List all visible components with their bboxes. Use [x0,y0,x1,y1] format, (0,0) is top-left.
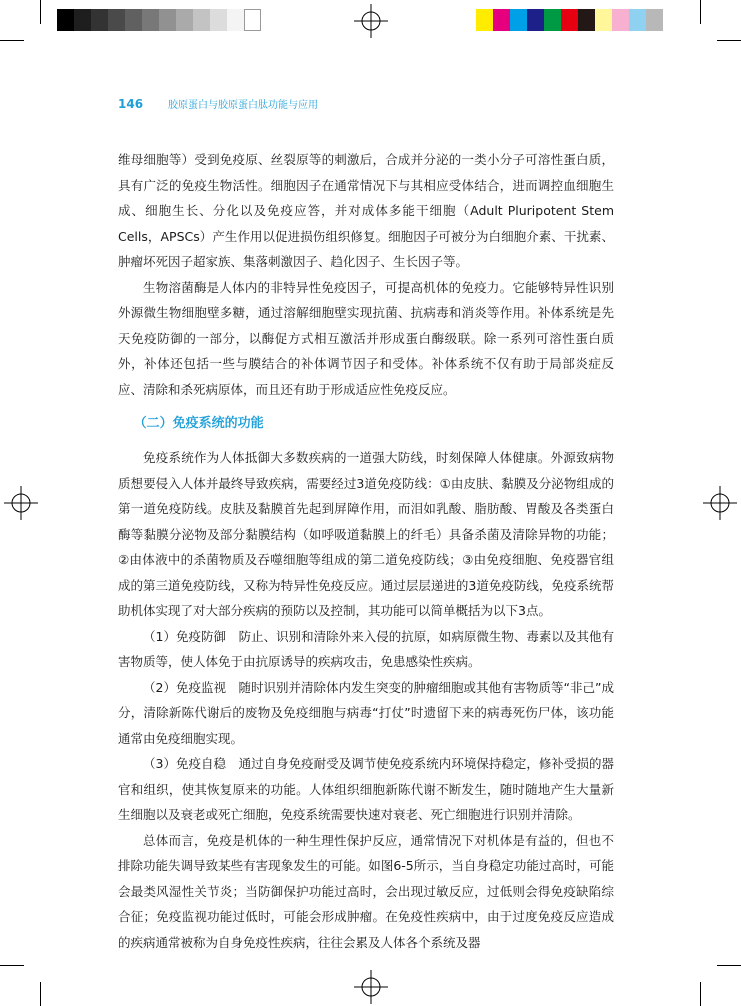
color-swatch [612,9,629,31]
paragraph: 免疫系统作为人体抵御大多数疾病的一道强大防线，时刻保障人体健康。外源致病物质想要侵入人体并最终导致疾病，需要经过3道免疫防线：①由皮肤、黏膜及分泌物组成的第一道免疫防线。皮肤及黏膜首先起到屏障作用，而泪如乳酸、脂肪酸、胃酸及各类蛋白酶等黏膜分泌物及部分黏膜结构（如呼吸道黏膜上的纤毛）具备杀菌及清除异物的功能；②由体液中的杀菌物质及吞噬细胞等组成的第二道免疫防线；③由免疫细胞、免疫器官组成的第三道免疫防线，又称为特异性免疫反应。通过层层递进的3道免疫防线，免疫系统帮助机体实现了对大部分疾病的预防以及控制，其功能可以简单概括为以下3点。 [118,450,614,618]
color-swatch [193,9,210,31]
registration-mark-icon [703,486,737,520]
paragraph: 维母细胞等）受到免疫原、丝裂原等的刺激后，合成并分泌的一类小分子可溶性蛋白质，具有广泛的免疫生物活性。细胞因子在通常情况下与其相应受体结合，进而调控血细胞生成、细胞生长、分化以及免疫应答，并对成体多能干细胞（Adult Pluripotent Stem Cells，APSCs）产生作用以促进损伤组织修复。细胞因子可被分为白细胞介素、干扰素、肿瘤坏死因子超家族、集落刺激因子、趋化因子、生长因子等。 [118,152,614,269]
color-swatch [142,9,159,31]
color-swatch [176,9,193,31]
registration-mark-icon [354,970,388,1004]
crop-mark [700,982,701,1006]
crop-mark [40,982,41,1006]
crop-mark [717,40,741,41]
color-swatch [125,9,142,31]
color-swatch [595,9,612,31]
color-swatch [74,9,91,31]
paragraph: 生物溶菌酶是人体内的非特异性免疫因子，可提高机体的免疫力。它能够特异性识别外源微生物细胞壁多糖，通过溶解细胞壁实现抗菌、抗病毒和消炎等作用。补体系统是先天免疫防御的一部分，以酶促方式相互激活并形成蛋白酶级联。除一系列可溶性蛋白质外，补体还包括一些与膜结合的补体调节因子和受体。补体系统不仅有助于局部炎症反应、清除和杀死病原体，而且还有助于形成适应性免疫反应。 [118,279,614,397]
paragraph: （2）免疫监视 随时识别并清除体内发生突变的肿瘤细胞或其他有害物质等“非己”成分，清除新陈代谢后的废物及免疫细胞与病毒“打仗”时遗留下来的病毒死伤尸体，该功能通常由免疫细胞实现。 [118,679,614,746]
color-swatch [159,9,176,31]
section-heading: （二）免疫系统的功能 [133,416,264,431]
color-swatch [91,9,108,31]
running-title: 胶原蛋白与胶原蛋白肽功能与应用 [168,100,318,111]
page-number: 146 [118,97,144,111]
body-text [118,147,614,955]
color-swatch [476,9,493,31]
color-swatch [561,9,578,31]
gray-calibration-strip [57,9,261,31]
color-swatch [227,9,244,31]
color-swatch [493,9,510,31]
paragraph: （1）免疫防御 防止、识别和清除外来入侵的抗原，如病原微生物、毒素以及其他有害物质等，使人体免于由抗原诱导的疾病攻击，免患感染性疾病。 [118,628,614,669]
crop-mark [700,0,701,24]
color-swatch [629,9,646,31]
color-swatch [578,9,595,31]
color-swatch [210,9,227,31]
registration-mark-icon [354,4,388,38]
crop-mark [0,965,24,966]
color-calibration-strip [476,9,663,31]
color-swatch [244,9,261,31]
color-swatch [646,9,663,31]
crop-mark [40,0,41,24]
running-header [118,96,318,111]
color-swatch [510,9,527,31]
registration-mark-icon [4,486,38,520]
crop-mark [0,40,24,41]
crop-mark [717,965,741,966]
color-swatch [544,9,561,31]
paragraph: （3）免疫自稳 通过自身免疫耐受及调节使免疫系统内环境保持稳定，修补受损的器官和组织，使其恢复原来的功能。人体组织细胞新陈代谢不断发生，随时随地产生大量新生细胞以及衰老或死亡细胞，免疫系统需要快速对衰老、死亡细胞进行识别并清除。 [118,756,614,822]
color-swatch [57,9,74,31]
color-swatch [527,9,544,31]
paragraph: 总体而言，免疫是机体的一种生理性保护反应，通常情况下对机体是有益的，但也不排除功能失调导致某些有害现象发生的可能。如图6-5所示，当自身稳定功能过高时，可能会最类风湿性关节炎；当防御保护功能过高时，会出现过敏反应，过低则会得免疫缺陷综合征；免疫监视功能过低时，可能会形成肿瘤。在免疫性疾病中，由于过度免疫反应造成的疾病通常被称为自身免疫性疾病，往往会累及人体各个系统及器 [118,832,614,950]
color-swatch [108,9,125,31]
